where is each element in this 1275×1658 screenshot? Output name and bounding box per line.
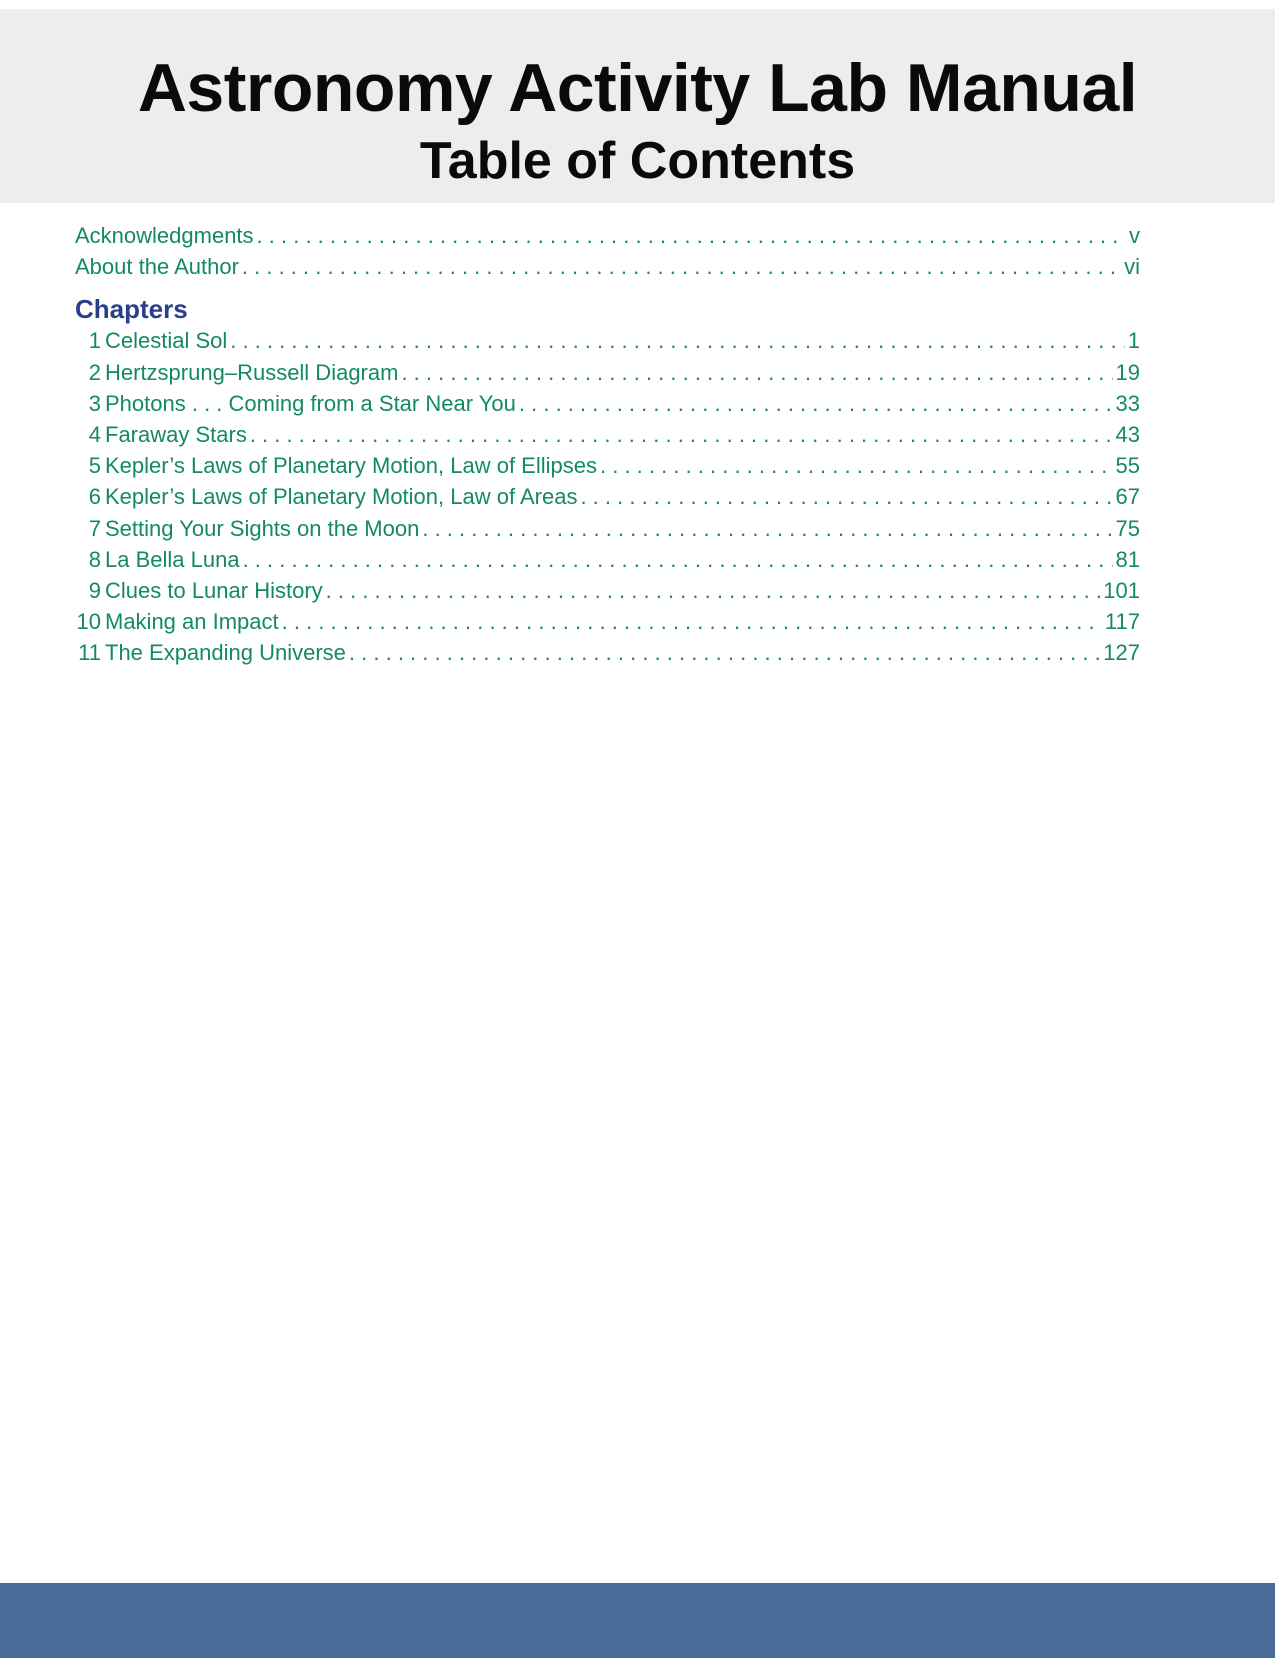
toc-entry-page: 19 [1115, 359, 1140, 385]
chapters-heading: Chapters [75, 294, 188, 325]
toc-entry-page: 55 [1115, 453, 1140, 479]
dot-leader [326, 575, 1101, 606]
dot-leader [282, 606, 1102, 637]
toc-entry-label: Kepler’s Laws of Planetary Motion, Law of Ellipses [105, 453, 597, 479]
toc-entry-page: 101 [1103, 577, 1140, 603]
dot-leader [230, 325, 1124, 356]
toc-entry-page: 67 [1115, 484, 1140, 510]
toc-entry-chapter-7[interactable] [75, 513, 1140, 544]
toc-entry-label: Photons . . . Coming from a Star Near You [105, 390, 516, 416]
toc-entry-page: 43 [1115, 421, 1140, 447]
chapter-number: 7 [88, 515, 101, 541]
dot-leader [250, 419, 1113, 450]
toc-entry-page: 75 [1115, 515, 1140, 541]
dot-leader [243, 544, 1113, 575]
toc-entry-chapter-6[interactable] [75, 481, 1140, 512]
toc-entry-label: Acknowledgments [75, 223, 254, 248]
chapter-number: 1 [88, 328, 101, 354]
toc-entry-label: Hertzsprung–Russell Diagram [105, 359, 399, 385]
toc-entry-chapter-11[interactable] [75, 637, 1140, 668]
toc-entry-label: Kepler’s Laws of Planetary Motion, Law of Areas [105, 484, 578, 510]
dot-leader [349, 637, 1100, 668]
toc-entry-page: 1 [1127, 328, 1140, 354]
chapter-number: 9 [88, 577, 101, 603]
toc-entry-page: 127 [1103, 640, 1140, 666]
toc-entry-page: 81 [1115, 546, 1140, 572]
chapter-number: 11 [78, 640, 101, 666]
toc-entry-about-the-author[interactable] [75, 251, 1140, 282]
toc-entry-label: Making an Impact [105, 609, 279, 635]
toc-entry-chapter-1[interactable] [75, 325, 1140, 356]
toc-entry-chapter-2[interactable] [75, 357, 1140, 388]
document-subtitle: Table of Contents [419, 132, 856, 190]
toc-entry-label: About the Author [75, 254, 239, 280]
chapter-number: 5 [88, 453, 101, 479]
toc-entry-acknowledgments[interactable] [75, 220, 1140, 251]
chapter-number: 4 [88, 421, 101, 447]
toc-entry-label: Setting Your Sights on the Moon [105, 515, 420, 541]
toc-entry-page: 33 [1115, 390, 1140, 416]
dot-leader [401, 357, 1112, 388]
footer-band [0, 1583, 1275, 1658]
table-of-contents [75, 220, 1140, 668]
toc-entry-label: La Bella Luna [105, 546, 240, 572]
toc-entry-page: 117 [1104, 609, 1140, 635]
dot-leader [519, 388, 1113, 419]
chapter-number: 8 [88, 546, 101, 572]
chapter-number: 3 [88, 390, 101, 416]
document-title: Astronomy Activity Lab Manual [137, 50, 1138, 126]
toc-entry-label: Clues to Lunar History [105, 577, 323, 603]
toc-entry-chapter-8[interactable] [75, 544, 1140, 575]
chapter-number: 2 [88, 359, 101, 385]
toc-entry-chapter-5[interactable] [75, 450, 1140, 481]
toc-entry-label: Faraway Stars [105, 421, 247, 447]
chapter-number: 10 [76, 609, 101, 635]
toc-entry-chapter-3[interactable] [75, 388, 1140, 419]
dot-leader [600, 450, 1113, 481]
toc-entry-page: v [1129, 223, 1140, 248]
toc-entry-chapter-9[interactable] [75, 575, 1140, 606]
dot-leader [242, 251, 1121, 282]
toc-entry-chapter-10[interactable] [75, 606, 1140, 637]
dot-leader [422, 513, 1112, 544]
dot-leader [580, 481, 1112, 512]
chapter-number: 6 [88, 484, 101, 510]
toc-entry-chapter-4[interactable] [75, 419, 1140, 450]
dot-leader [257, 220, 1126, 251]
toc-entry-label: The Expanding Universe [105, 640, 346, 666]
toc-entry-label: Celestial Sol [105, 328, 228, 354]
toc-entry-page: vi [1124, 254, 1140, 280]
